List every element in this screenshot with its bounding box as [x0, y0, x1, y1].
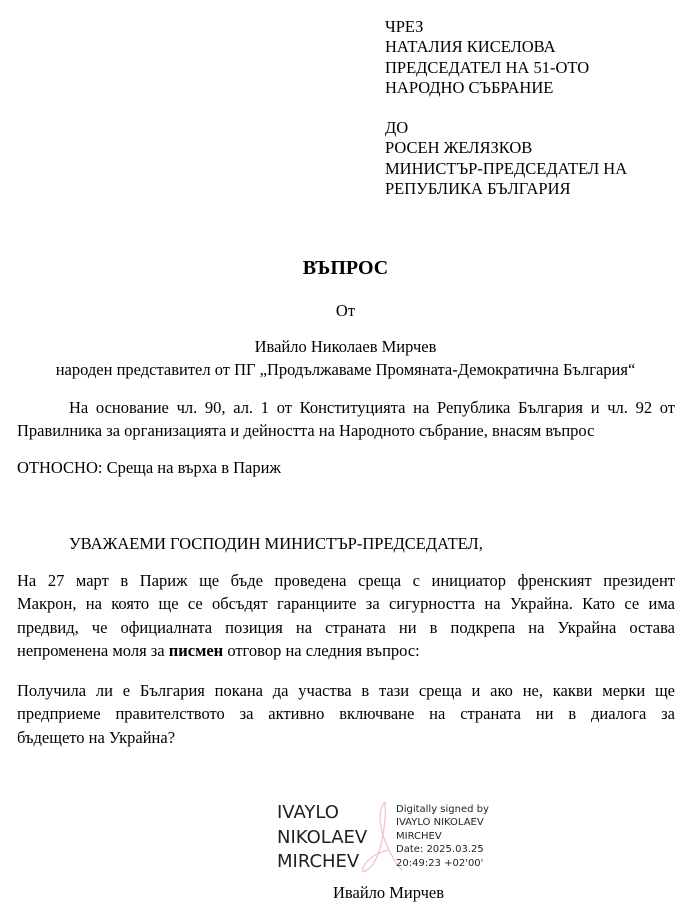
via-name: НАТАЛИЯ КИСЕЛОВА [385, 37, 556, 57]
emphasis-written: писмен [168, 640, 224, 660]
signature-detail-line: MIRCHEV [396, 830, 442, 842]
signature-detail-line: IVAYLO NIKOLAEV [396, 817, 484, 829]
printed-name: Ивайло Мирчев [333, 883, 445, 902]
signature-name-first: IVAYLO [277, 802, 339, 823]
to-title: МИНИСТЪР-ПРЕДСЕДАТЕЛ НА [385, 158, 628, 178]
question-line-1: Получила ли е България покана да участва в тази среща и ако не, какви мерки ще [17, 681, 675, 700]
context-line-4 [17, 639, 675, 662]
to-block [385, 118, 627, 199]
signature-time: 20:49:23 +02'00' [396, 857, 484, 869]
question-line-3: бъдещето на Украйна? [17, 727, 176, 747]
question-line-2: предприеме правителството за активно включване на страната ни в диалога за [17, 704, 675, 724]
document-title: ВЪПРОС [302, 257, 389, 279]
context-paragraph [17, 569, 675, 662]
signature-date: Date: 2025.03.25 [396, 844, 484, 856]
author-name: Ивайло Николаев Мирчев [254, 337, 437, 356]
context-line-2: Макрон, на която ще се обсъдят гаранциите за сигурността на Украйна. Като се има [17, 594, 675, 614]
context-line-3: предвид, че официалната позиция на страната ни в подкрепа на Украйна остава [17, 617, 675, 637]
subject-line: ОТНОСНО: Среща на върха в Париж [17, 458, 281, 477]
signature-detail-line: Digitally signed by [396, 804, 489, 815]
question-paragraph [17, 679, 675, 749]
via-title: ПРЕДСЕДАТЕЛ НА 51-ОТО [385, 57, 590, 77]
context-line-4-start: непроменена моля за [17, 640, 169, 660]
signature-details [396, 803, 489, 870]
context-line-1: На 27 март в Париж ще бъде проведена среща с инициатор френският президент [17, 571, 675, 590]
context-line-4-end: отговор на следния въпрос: [223, 640, 420, 660]
via-block [385, 17, 589, 98]
via-label: ЧРЕЗ [385, 17, 424, 36]
signature-name [277, 801, 367, 875]
to-name: РОСЕН ЖЕЛЯЗКОВ [385, 138, 533, 158]
via-institution: НАРОДНО СЪБРАНИЕ [385, 77, 554, 97]
basis-line-2: Правилника за организацията и дейността на Народното събрание, внасям въпрос [17, 421, 595, 441]
basis-line-1: На основание чл. 90, ал. 1 от Конституцията на Република България и чл. 92 от [69, 398, 675, 417]
basis-paragraph [17, 396, 675, 443]
salutation: УВАЖАЕМИ ГОСПОДИН МИНИСТЪР-ПРЕДСЕДАТЕЛ, [69, 534, 483, 553]
to-label: ДО [385, 118, 409, 137]
author-role: народен представител от ПГ „Продължаваме Промяната-Демократична България“ [55, 360, 636, 379]
to-country: РЕПУБЛИКА БЪЛГАРИЯ [385, 178, 571, 198]
signature-name-last: MIRCHEV [277, 851, 360, 872]
signature-name-middle: NIKOLAEV [277, 826, 368, 848]
from-label: От [335, 301, 356, 320]
